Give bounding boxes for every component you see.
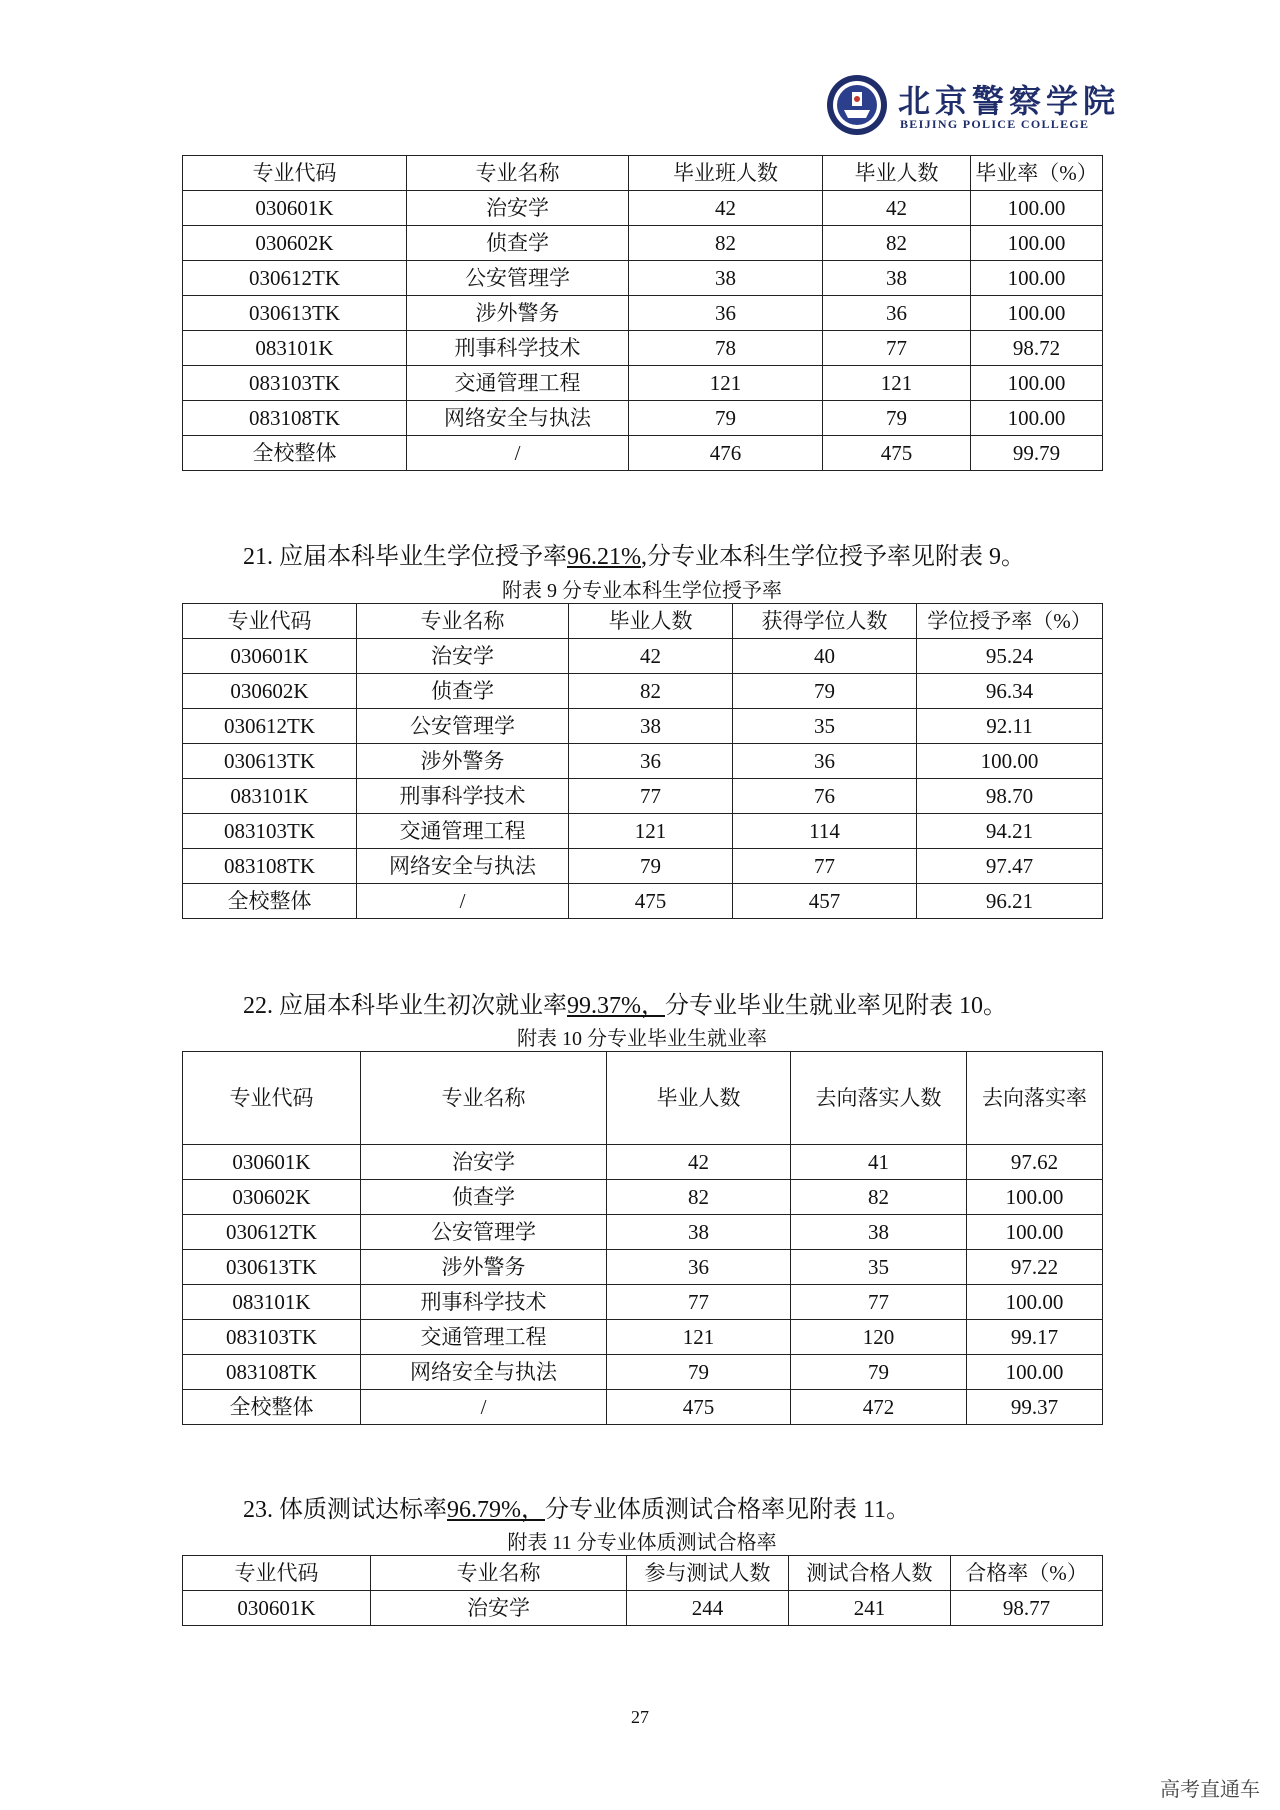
table-header-cell: 毕业率（%） xyxy=(971,156,1103,191)
table-cell: 92.11 xyxy=(917,709,1103,744)
table-9-caption: 附表 9 分专业本科生学位授予率 xyxy=(502,580,782,602)
fitness-rate-table xyxy=(182,1555,1103,1626)
table-cell: 涉外警务 xyxy=(407,296,629,331)
table-cell: 全校整体 xyxy=(183,1390,361,1425)
table-cell: 030602K xyxy=(183,226,407,261)
table-cell: 97.47 xyxy=(917,849,1103,884)
table-10-caption: 附表 10 分专业毕业生就业率 xyxy=(517,1028,767,1050)
table-cell: 083108TK xyxy=(183,401,407,436)
table-cell: 40 xyxy=(733,639,917,674)
table-cell: 100.00 xyxy=(917,744,1103,779)
table-cell: 82 xyxy=(607,1180,791,1215)
college-name-cn: 北京警察学院 xyxy=(898,82,1121,120)
table-row xyxy=(183,1591,1103,1626)
table-row xyxy=(183,639,1103,674)
table-cell: 083101K xyxy=(183,779,357,814)
table-cell: 全校整体 xyxy=(183,436,407,471)
table-cell: 79 xyxy=(791,1355,967,1390)
table-row xyxy=(183,709,1103,744)
table-cell: 99.79 xyxy=(971,436,1103,471)
table-cell: 96.21 xyxy=(917,884,1103,919)
table-cell: 95.24 xyxy=(917,639,1103,674)
table-cell: 114 xyxy=(733,814,917,849)
table-cell: 476 xyxy=(629,436,823,471)
table-cell: 030612TK xyxy=(183,1215,361,1250)
table-cell: 网络安全与执法 xyxy=(407,401,629,436)
table-row xyxy=(183,331,1103,366)
table-cell: 41 xyxy=(791,1145,967,1180)
page-number: 27 xyxy=(631,1707,649,1727)
college-logo xyxy=(826,74,1121,138)
table-header-cell: 合格率（%） xyxy=(951,1556,1103,1591)
table-cell: 侦查学 xyxy=(407,226,629,261)
table-cell: 120 xyxy=(791,1320,967,1355)
table-cell: 36 xyxy=(629,296,823,331)
table-header-cell: 专业名称 xyxy=(357,604,569,639)
table-cell: 083101K xyxy=(183,331,407,366)
degree-rate-table xyxy=(182,603,1103,919)
table-cell: 121 xyxy=(629,366,823,401)
table-cell: 030613TK xyxy=(183,1250,361,1285)
table-row xyxy=(183,779,1103,814)
table-cell: 100.00 xyxy=(971,366,1103,401)
table-cell: 100.00 xyxy=(967,1285,1103,1320)
table-row xyxy=(183,1320,1103,1355)
table-cell: 97.22 xyxy=(967,1250,1103,1285)
table-row xyxy=(183,1145,1103,1180)
table-cell: 公安管理学 xyxy=(407,261,629,296)
item-21-text: 21. 应届本科毕业生学位授予率96.21%,分专业本科生学位授予率见附表 9。 xyxy=(243,544,1025,570)
table-cell: 网络安全与执法 xyxy=(361,1355,607,1390)
table-header-cell: 去向落实人数 xyxy=(791,1052,967,1145)
table-cell: 公安管理学 xyxy=(357,709,569,744)
table-cell: / xyxy=(407,436,629,471)
table-cell: 100.00 xyxy=(971,261,1103,296)
table-row xyxy=(183,401,1103,436)
table-header-cell: 毕业人数 xyxy=(569,604,733,639)
table-cell: 99.17 xyxy=(967,1320,1103,1355)
table-row xyxy=(183,674,1103,709)
table-cell: 公安管理学 xyxy=(361,1215,607,1250)
table-row xyxy=(183,226,1103,261)
table-cell: 121 xyxy=(607,1320,791,1355)
table-row xyxy=(183,261,1103,296)
table-cell: 82 xyxy=(791,1180,967,1215)
table-header-row xyxy=(183,1556,1103,1591)
table-cell: 38 xyxy=(823,261,971,296)
table-cell: 全校整体 xyxy=(183,884,357,919)
table-cell: 030601K xyxy=(183,1145,361,1180)
table-row xyxy=(183,1285,1103,1320)
table-cell: 083103TK xyxy=(183,366,407,401)
table-cell: 475 xyxy=(823,436,971,471)
table-row xyxy=(183,191,1103,226)
table-row xyxy=(183,1250,1103,1285)
table-cell: 77 xyxy=(823,331,971,366)
table-row xyxy=(183,1180,1103,1215)
police-emblem-icon xyxy=(826,74,888,136)
table-cell: 472 xyxy=(791,1390,967,1425)
table-header-cell: 获得学位人数 xyxy=(733,604,917,639)
table-cell: 刑事科学技术 xyxy=(361,1285,607,1320)
table-cell: 82 xyxy=(569,674,733,709)
table-cell: 100.00 xyxy=(971,401,1103,436)
table-cell: 38 xyxy=(607,1215,791,1250)
table-cell: 42 xyxy=(823,191,971,226)
table-cell: 030602K xyxy=(183,674,357,709)
table-cell: 77 xyxy=(569,779,733,814)
table-cell: 030601K xyxy=(183,191,407,226)
table-cell: 244 xyxy=(627,1591,789,1626)
table-header-cell: 专业代码 xyxy=(183,1052,361,1145)
table-row xyxy=(183,366,1103,401)
table-row xyxy=(183,884,1103,919)
table-cell: 35 xyxy=(791,1250,967,1285)
table-row xyxy=(183,1390,1103,1425)
table-header-cell: 专业名称 xyxy=(407,156,629,191)
table-header-cell: 毕业班人数 xyxy=(629,156,823,191)
table-cell: 94.21 xyxy=(917,814,1103,849)
table-header-row xyxy=(183,604,1103,639)
table-cell: 083103TK xyxy=(183,1320,361,1355)
table-cell: 100.00 xyxy=(971,226,1103,261)
table-cell: 36 xyxy=(823,296,971,331)
table-cell: 475 xyxy=(607,1390,791,1425)
table-cell: 241 xyxy=(789,1591,951,1626)
table-cell: 030613TK xyxy=(183,296,407,331)
table-header-cell: 专业代码 xyxy=(183,604,357,639)
table-cell: 475 xyxy=(569,884,733,919)
table-header-cell: 测试合格人数 xyxy=(789,1556,951,1591)
employment-rate-value: 99.37%， xyxy=(567,993,665,1019)
table-cell: 治安学 xyxy=(371,1591,627,1626)
table-header-cell: 毕业人数 xyxy=(823,156,971,191)
table-cell: 100.00 xyxy=(967,1355,1103,1390)
graduation-rate-table xyxy=(182,155,1103,471)
table-cell: 涉外警务 xyxy=(361,1250,607,1285)
table-cell: 79 xyxy=(823,401,971,436)
degree-rate-value: 96.21% xyxy=(567,544,641,570)
table-cell: 99.37 xyxy=(967,1390,1103,1425)
table-cell: 083101K xyxy=(183,1285,361,1320)
table-cell: 79 xyxy=(733,674,917,709)
table-row xyxy=(183,814,1103,849)
fitness-rate-value: 96.79%， xyxy=(447,1497,545,1523)
table-cell: 治安学 xyxy=(357,639,569,674)
table-cell: 42 xyxy=(629,191,823,226)
table-cell: 79 xyxy=(607,1355,791,1390)
table-cell: 98.77 xyxy=(951,1591,1103,1626)
table-row xyxy=(183,849,1103,884)
table-header-cell: 专业名称 xyxy=(371,1556,627,1591)
table-cell: 治安学 xyxy=(361,1145,607,1180)
table-cell: 79 xyxy=(569,849,733,884)
table-cell: 76 xyxy=(733,779,917,814)
table-cell: 侦查学 xyxy=(357,674,569,709)
table-cell: 侦查学 xyxy=(361,1180,607,1215)
table-cell: 42 xyxy=(569,639,733,674)
table-header-cell: 专业代码 xyxy=(183,156,407,191)
table-row xyxy=(183,436,1103,471)
table-cell: 98.70 xyxy=(917,779,1103,814)
table-header-row xyxy=(183,1052,1103,1145)
table-header-cell: 去向落实率 xyxy=(967,1052,1103,1145)
table-11-caption: 附表 11 分专业体质测试合格率 xyxy=(507,1532,777,1554)
table-cell: 79 xyxy=(629,401,823,436)
table-cell: 030612TK xyxy=(183,709,357,744)
table-cell: 96.34 xyxy=(917,674,1103,709)
table-cell: 38 xyxy=(569,709,733,744)
table-cell: 涉外警务 xyxy=(357,744,569,779)
watermark: 高考直通车 xyxy=(1160,1777,1260,1801)
table-cell: 083108TK xyxy=(183,1355,361,1390)
table-cell: 77 xyxy=(733,849,917,884)
table-cell: 121 xyxy=(823,366,971,401)
table-cell: 100.00 xyxy=(967,1180,1103,1215)
table-cell: 82 xyxy=(629,226,823,261)
table-cell: 030601K xyxy=(183,1591,371,1626)
item-23-text: 23. 体质测试达标率96.79%，分专业体质测试合格率见附表 11。 xyxy=(243,1497,911,1523)
table-cell: 100.00 xyxy=(971,191,1103,226)
table-header-row xyxy=(183,156,1103,191)
table-cell: 030613TK xyxy=(183,744,357,779)
table-cell: 38 xyxy=(629,261,823,296)
table-cell: 交通管理工程 xyxy=(407,366,629,401)
table-cell: 083108TK xyxy=(183,849,357,884)
table-cell: 82 xyxy=(823,226,971,261)
table-cell: 36 xyxy=(733,744,917,779)
table-cell: 78 xyxy=(629,331,823,366)
table-row xyxy=(183,744,1103,779)
table-header-cell: 专业代码 xyxy=(183,1556,371,1591)
table-cell: / xyxy=(361,1390,607,1425)
table-header-cell: 专业名称 xyxy=(361,1052,607,1145)
table-cell: 121 xyxy=(569,814,733,849)
table-cell: 77 xyxy=(607,1285,791,1320)
table-cell: 100.00 xyxy=(971,296,1103,331)
table-cell: 77 xyxy=(791,1285,967,1320)
table-header-cell: 毕业人数 xyxy=(607,1052,791,1145)
table-cell: 457 xyxy=(733,884,917,919)
employment-rate-table xyxy=(182,1051,1103,1425)
table-cell: 35 xyxy=(733,709,917,744)
table-cell: 交通管理工程 xyxy=(361,1320,607,1355)
table-cell: 36 xyxy=(569,744,733,779)
table-cell: / xyxy=(357,884,569,919)
item-22-text: 22. 应届本科毕业生初次就业率99.37%，分专业毕业生就业率见附表 10。 xyxy=(243,993,1007,1019)
table-cell: 36 xyxy=(607,1250,791,1285)
table-cell: 98.72 xyxy=(971,331,1103,366)
table-row xyxy=(183,296,1103,331)
table-cell: 刑事科学技术 xyxy=(407,331,629,366)
table-cell: 030601K xyxy=(183,639,357,674)
table-cell: 083103TK xyxy=(183,814,357,849)
table-cell: 030602K xyxy=(183,1180,361,1215)
table-cell: 030612TK xyxy=(183,261,407,296)
table-cell: 网络安全与执法 xyxy=(357,849,569,884)
table-cell: 刑事科学技术 xyxy=(357,779,569,814)
table-cell: 治安学 xyxy=(407,191,629,226)
table-row xyxy=(183,1355,1103,1390)
table-cell: 38 xyxy=(791,1215,967,1250)
table-header-cell: 学位授予率（%） xyxy=(917,604,1103,639)
table-cell: 100.00 xyxy=(967,1215,1103,1250)
table-cell: 交通管理工程 xyxy=(357,814,569,849)
table-cell: 97.62 xyxy=(967,1145,1103,1180)
college-name-en: BEIJING POLICE COLLEGE xyxy=(900,117,1090,131)
table-cell: 42 xyxy=(607,1145,791,1180)
table-row xyxy=(183,1215,1103,1250)
table-header-cell: 参与测试人数 xyxy=(627,1556,789,1591)
